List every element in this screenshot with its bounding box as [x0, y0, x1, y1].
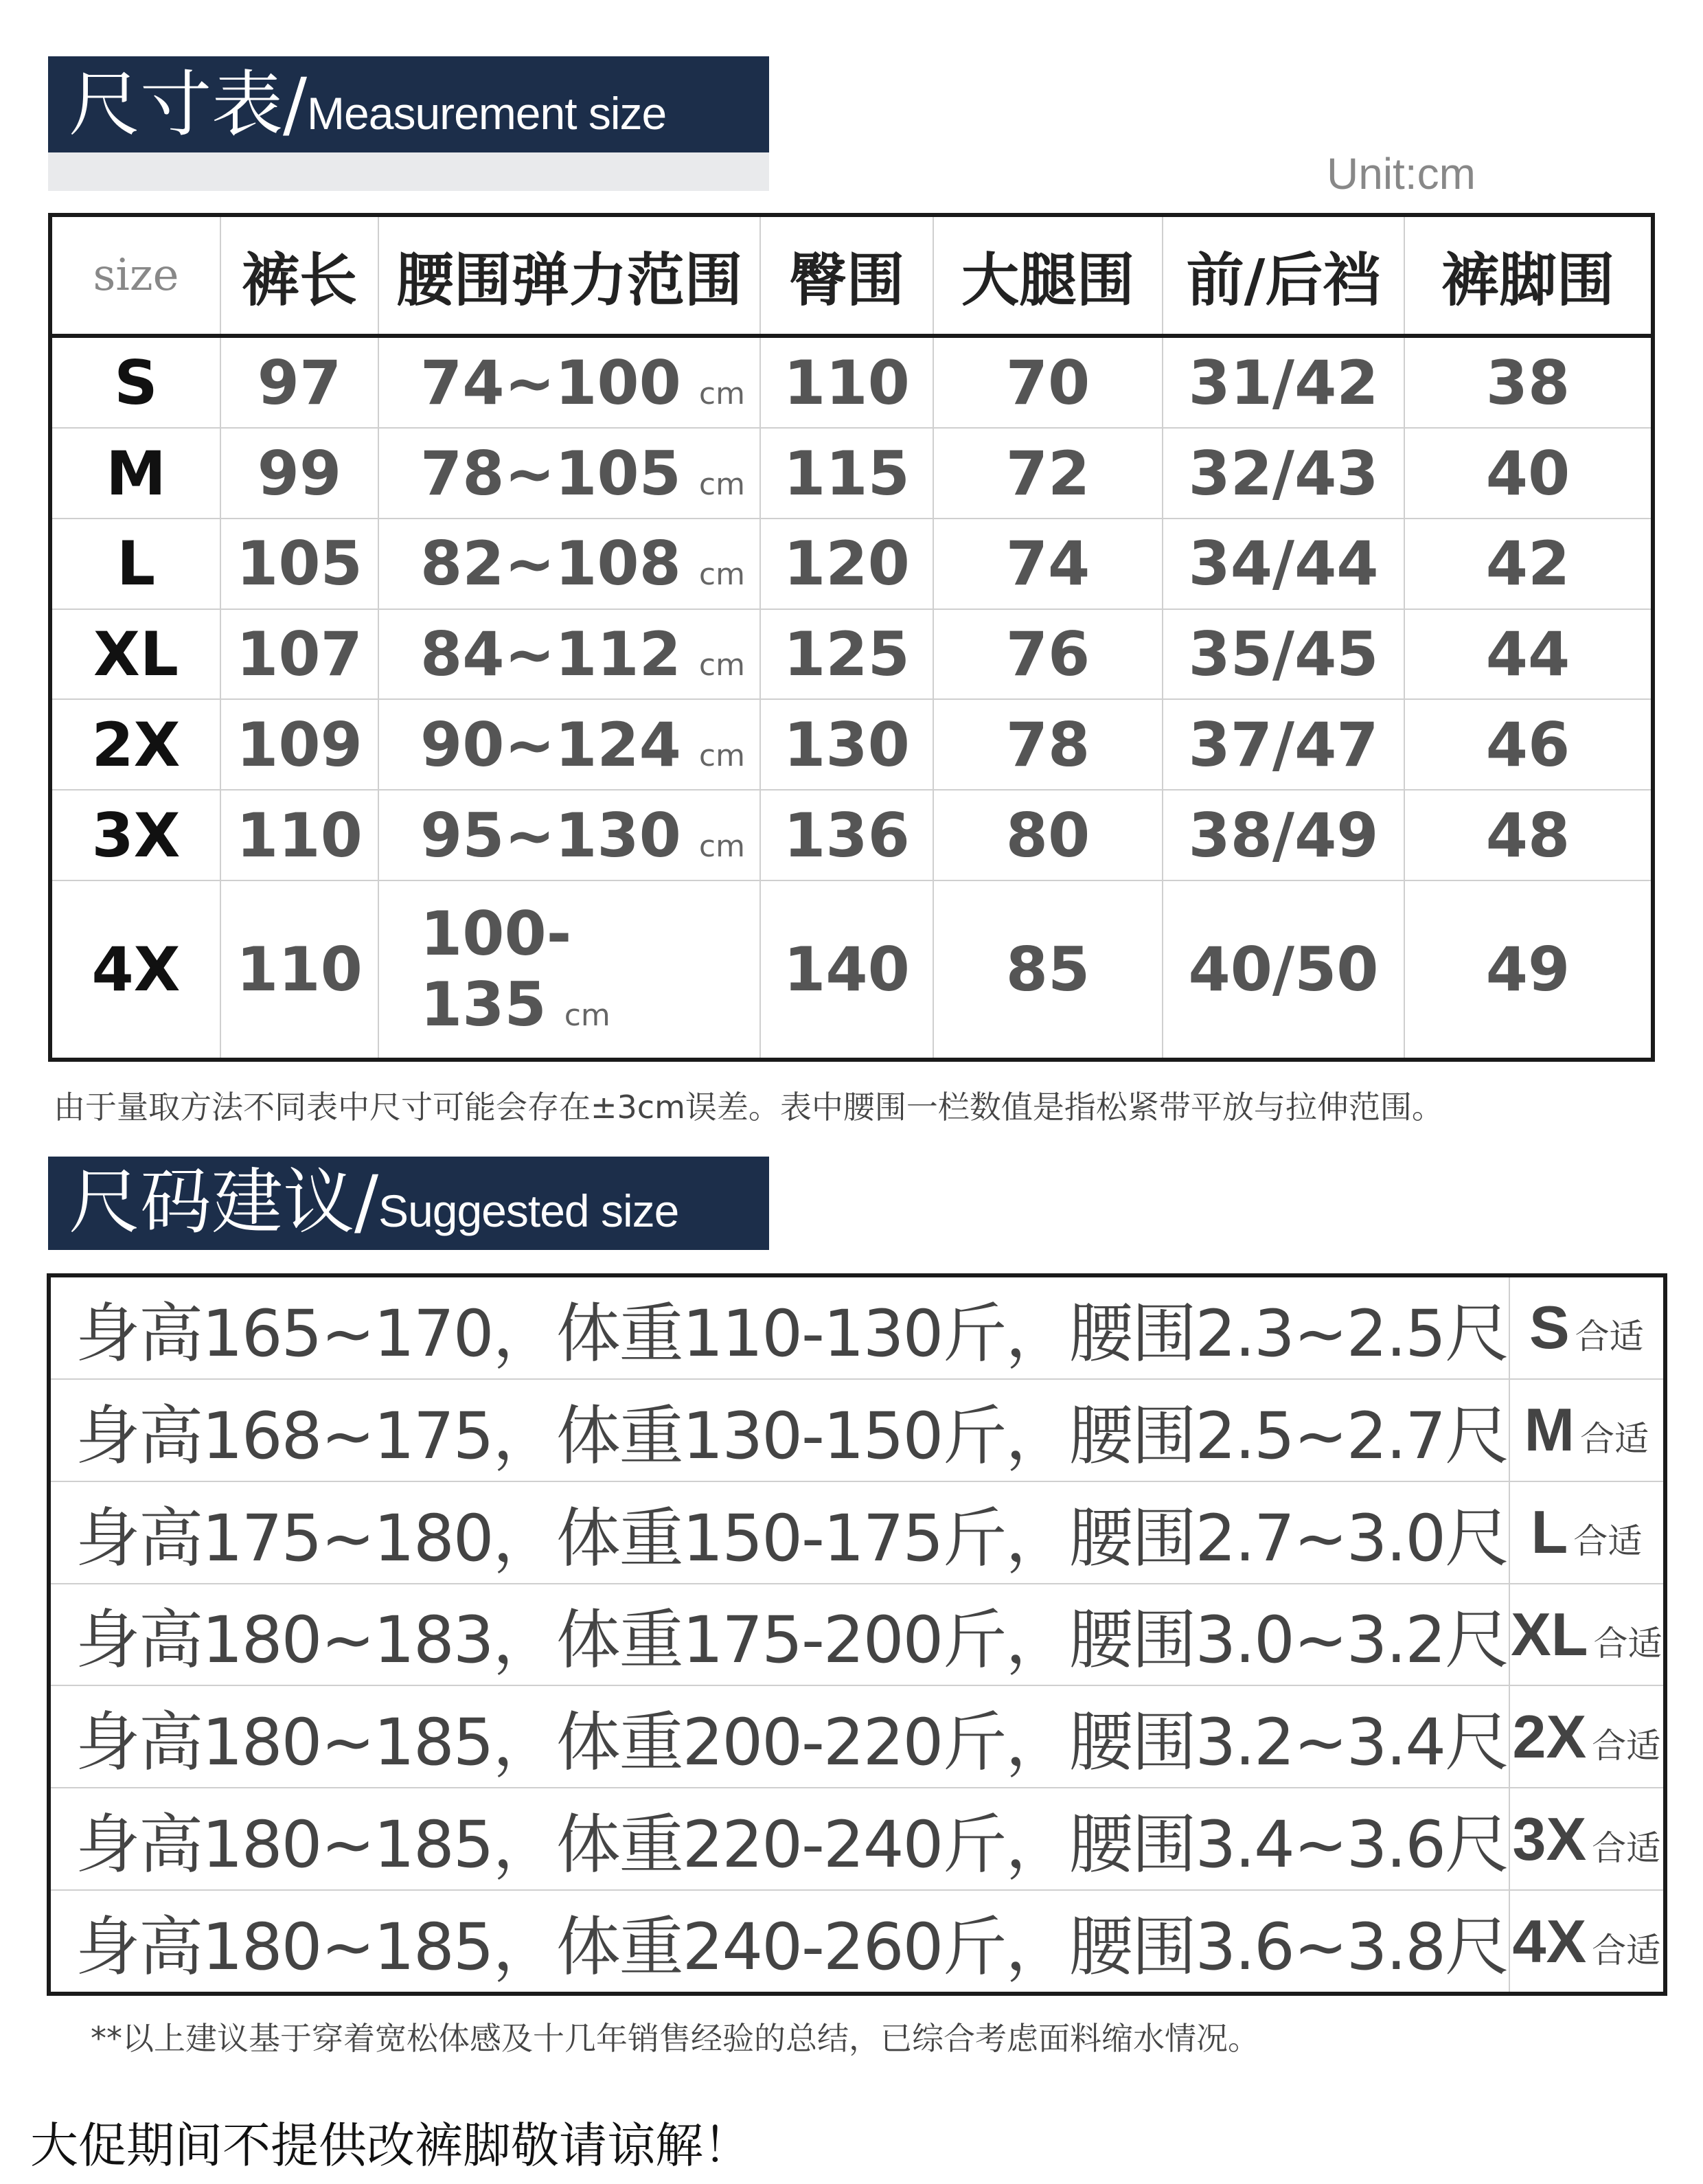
suggested-size: XL: [1511, 1600, 1588, 1668]
header-size: size: [50, 215, 220, 336]
waist-cell: [378, 880, 760, 1060]
size-cell: 2X: [50, 699, 220, 790]
waist-cell: [378, 519, 760, 609]
header-waist: 腰围弹力范围: [378, 215, 760, 336]
measurement-title-en: Measurement size: [307, 88, 667, 139]
hip-cell: 115: [760, 428, 933, 519]
rise-cell: 32/43: [1163, 428, 1404, 519]
waist-cell: [378, 609, 760, 700]
thigh-cell: 78: [933, 699, 1163, 790]
waist-value: 82~108: [420, 528, 681, 600]
measurement-row: [50, 699, 1653, 790]
rise-cell: 37/47: [1163, 699, 1404, 790]
suggestion-fit: [1509, 1890, 1665, 1994]
header-thigh: 大腿围: [933, 215, 1163, 336]
suggestion-fit: [1509, 1275, 1665, 1379]
suggestion-banner: [48, 1157, 769, 1250]
suggestion-fit: [1509, 1379, 1665, 1481]
hip-cell: 120: [760, 519, 933, 609]
measurement-header-row: [50, 215, 1653, 336]
hem-cell: 42: [1404, 519, 1653, 609]
waist-value: 90~124: [420, 709, 681, 780]
size-cell: S: [50, 336, 220, 428]
suggestion-desc: 身高168~175，体重130-150斤，腰围2.5~2.7尺: [49, 1379, 1509, 1481]
hem-cell: 40: [1404, 428, 1653, 519]
header-length: 裤长: [220, 215, 378, 336]
length-cell: 110: [220, 790, 378, 880]
suggestion-row: [49, 1890, 1665, 1994]
hem-cell: 46: [1404, 699, 1653, 790]
header-rise: 前/后裆: [1163, 215, 1404, 336]
measurement-body: [50, 336, 1653, 1060]
hem-cell: 48: [1404, 790, 1653, 880]
suggestion-row: [49, 1275, 1665, 1379]
measurement-row: [50, 880, 1653, 1060]
suggestion-desc: 身高180~183，体重175-200斤，腰围3.0~3.2尺: [49, 1584, 1509, 1686]
suggestion-desc: 身高180~185，体重200-220斤，腰围3.2~3.4尺: [49, 1685, 1509, 1788]
waist-unit: cm: [564, 998, 610, 1034]
measurement-row: [50, 428, 1653, 519]
measurement-row: [50, 790, 1653, 880]
hem-cell: 49: [1404, 880, 1653, 1060]
waist-value: 100-135: [420, 898, 572, 1040]
measurement-banner: [48, 56, 769, 152]
suggestion-row: [49, 1584, 1665, 1686]
hip-cell: 140: [760, 880, 933, 1060]
length-cell: 107: [220, 609, 378, 700]
measurement-row: [50, 519, 1653, 609]
rise-cell: 40/50: [1163, 880, 1404, 1060]
suggestion-row: [49, 1685, 1665, 1788]
hip-cell: 130: [760, 699, 933, 790]
suggested-size: S: [1529, 1293, 1570, 1362]
waist-cell: [378, 428, 760, 519]
rise-cell: 31/42: [1163, 336, 1404, 428]
suggestion-desc: 身高180~185，体重240-260斤，腰围3.6~3.8尺: [49, 1890, 1509, 1994]
suggestion-title-en: Suggested size: [378, 1185, 679, 1236]
size-cell: L: [50, 519, 220, 609]
waist-unit: cm: [698, 466, 745, 502]
waist-unit: cm: [698, 557, 745, 593]
suggestion-title: [69, 1159, 678, 1266]
size-cell: 4X: [50, 880, 220, 1060]
length-cell: 105: [220, 519, 378, 609]
fit-label: 合适: [1592, 1725, 1661, 1766]
fit-label: 合适: [1575, 1317, 1644, 1357]
length-cell: 99: [220, 428, 378, 519]
hem-cell: 44: [1404, 609, 1653, 700]
hip-cell: 110: [760, 336, 933, 428]
measurement-title-zh: 尺寸表/: [69, 62, 308, 146]
suggestion-table: [47, 1273, 1667, 1996]
suggestion-desc: 身高180~185，体重220-240斤，腰围3.4~3.6尺: [49, 1788, 1509, 1890]
suggestion-row: [49, 1481, 1665, 1584]
rise-cell: 35/45: [1163, 609, 1404, 700]
hem-cell: 38: [1404, 336, 1653, 428]
thigh-cell: 80: [933, 790, 1163, 880]
suggested-size: L: [1531, 1498, 1568, 1567]
size-cell: XL: [50, 609, 220, 700]
fit-label: 合适: [1593, 1623, 1662, 1663]
waist-value: 84~112: [420, 619, 681, 690]
suggestion-fit: [1509, 1481, 1665, 1584]
waist-unit: cm: [698, 648, 745, 683]
thigh-cell: 74: [933, 519, 1163, 609]
measurement-note: 由于量取方法不同表中尺寸可能会存在±3cm误差。表中腰围一栏数值是指松紧带平放与拉伸范围。: [54, 1089, 1443, 1126]
suggestion-desc: 身高175~180，体重150-175斤，腰围2.7~3.0尺: [49, 1481, 1509, 1584]
measurement-row: [50, 336, 1653, 428]
suggestion-title-zh: 尺码建议/: [69, 1160, 379, 1244]
waist-value: 95~130: [420, 799, 681, 871]
size-cell: 3X: [50, 790, 220, 880]
thigh-cell: 85: [933, 880, 1163, 1060]
hip-cell: 125: [760, 609, 933, 700]
waist-value: 74~100: [420, 347, 681, 418]
suggestion-row: [49, 1788, 1665, 1890]
suggested-size: 2X: [1512, 1702, 1587, 1771]
thigh-cell: 72: [933, 428, 1163, 519]
waist-unit: cm: [698, 828, 745, 864]
waist-cell: [378, 790, 760, 880]
length-cell: 97: [220, 336, 378, 428]
measurement-table: [48, 213, 1655, 1062]
fit-label: 合适: [1579, 1419, 1649, 1459]
length-cell: 109: [220, 699, 378, 790]
waist-cell: [378, 336, 760, 428]
waist-unit: cm: [698, 376, 745, 411]
header-hem: 裤脚围: [1404, 215, 1653, 336]
rise-cell: 34/44: [1163, 519, 1404, 609]
suggested-size: 4X: [1512, 1907, 1587, 1975]
suggested-size: M: [1524, 1396, 1575, 1464]
banner-shadow: [48, 152, 769, 191]
unit-label: Unit:cm: [1327, 149, 1476, 198]
suggestion-row: [49, 1379, 1665, 1481]
suggestion-desc: 身高165~170，体重110-130斤，腰围2.3~2.5尺: [49, 1275, 1509, 1379]
waist-unit: cm: [698, 738, 745, 773]
waist-cell: [378, 699, 760, 790]
header-hip: 臀围: [760, 215, 933, 336]
suggestion-fit: [1509, 1788, 1665, 1890]
fit-label: 合适: [1592, 1930, 1661, 1970]
waist-value: 78~105: [420, 437, 681, 509]
size-cell: M: [50, 428, 220, 519]
hip-cell: 136: [760, 790, 933, 880]
suggestion-fit: [1509, 1685, 1665, 1788]
thigh-cell: 76: [933, 609, 1163, 700]
fit-label: 合适: [1573, 1521, 1643, 1562]
measurement-row: [50, 609, 1653, 700]
fit-label: 合适: [1592, 1828, 1661, 1868]
thigh-cell: 70: [933, 336, 1163, 428]
length-cell: 110: [220, 880, 378, 1060]
suggested-size: 3X: [1512, 1804, 1587, 1873]
footer-note: 大促期间不提供改裤脚敬请谅解！: [30, 2117, 751, 2174]
suggestion-note: **以上建议基于穿着宽松体感及十几年销售经验的总结，已综合考虑面料缩水情况。: [91, 2020, 1259, 2057]
suggestion-fit: [1509, 1584, 1665, 1686]
rise-cell: 38/49: [1163, 790, 1404, 880]
suggestion-body: [49, 1275, 1665, 1994]
